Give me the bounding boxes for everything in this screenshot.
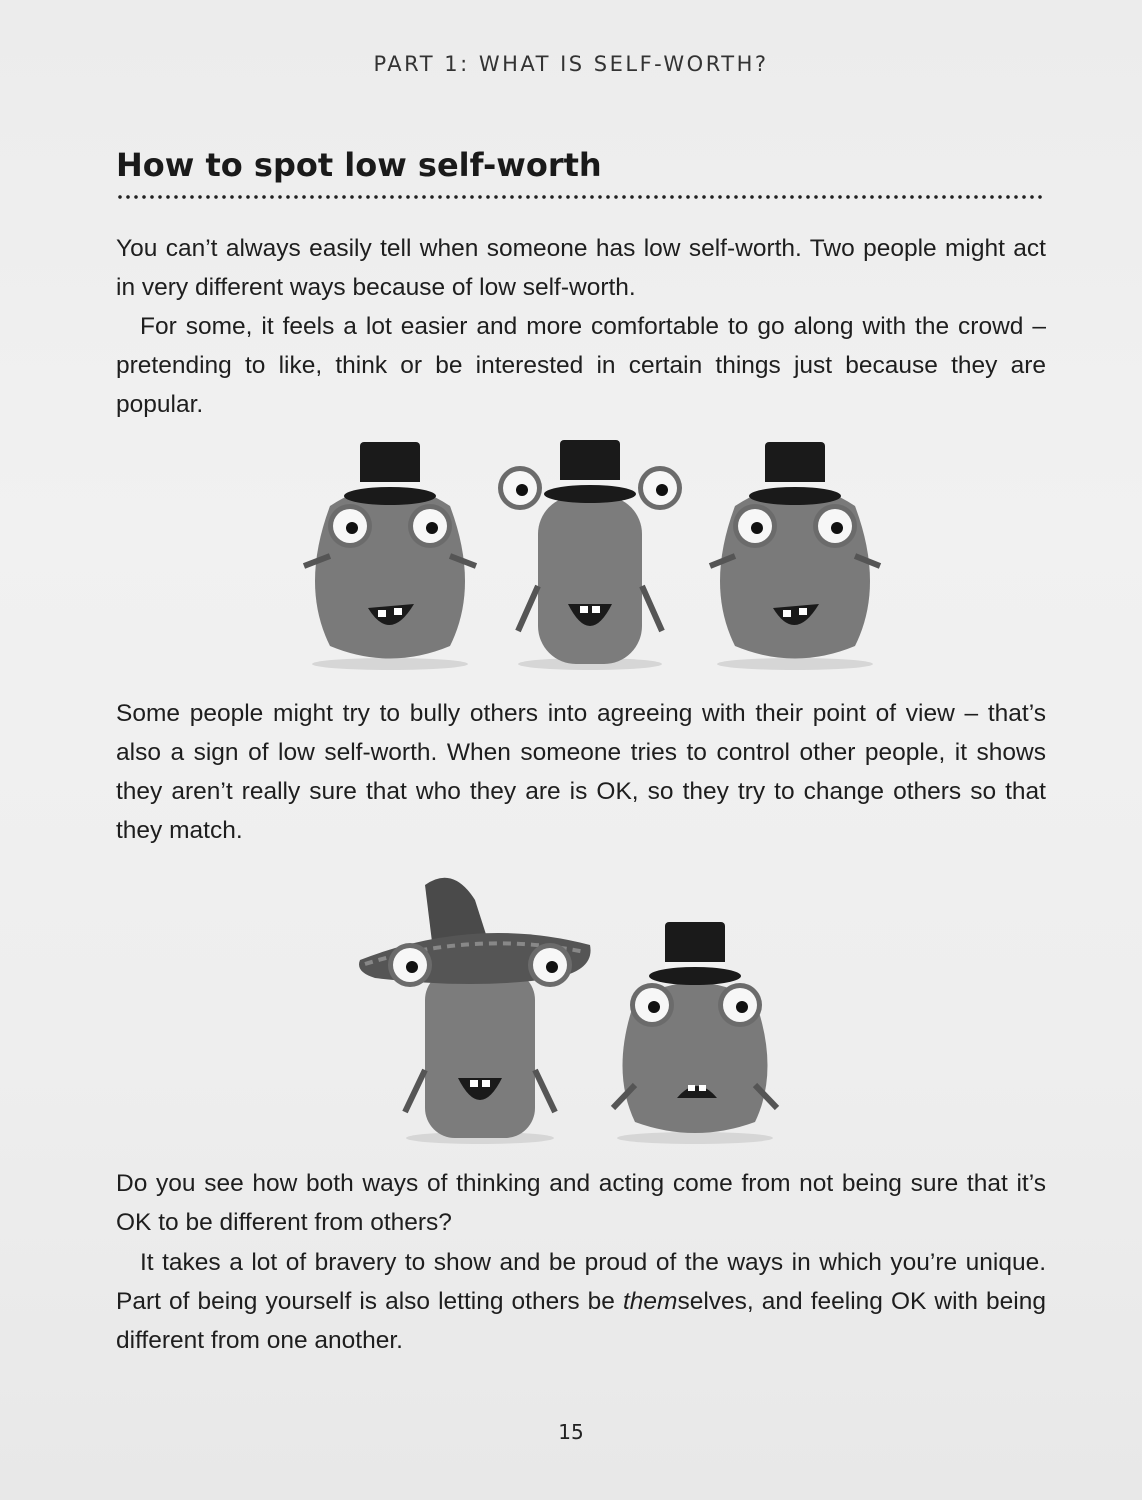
round-monster-left [304,442,476,670]
page-number: 15 [558,1420,584,1444]
paragraph-bravery [116,1243,1046,1360]
paragraph-bully: Some people might try to bully others into agreeing with their point of view – that’s also a sign of low self-worth. When someone tries to control other people, it shows they aren’t really sure that who they are is OK, so they try to change others so that they match. [116,700,1046,844]
running-head: PART 1: WHAT IS SELF-WORTH? [373,52,769,76]
sombrero-and-top-hat-monsters-illustration [355,860,800,1145]
section-heading: How to spot low self-worth [116,146,602,184]
tall-monster-middle [498,440,682,670]
bravery-text-part2: selves, and feeling OK with being different from one another. [116,1288,1047,1354]
bravery-text-part1: It takes a lot of bravery to show and be proud of the ways in which you’re unique. Part of being yourself is also letting others be [116,1249,1046,1315]
sombrero-monster [359,878,591,1144]
emphasis-them: them [623,1288,678,1315]
paragraph-intro: You can’t always easily tell when someone has low self-worth. Two people might act in very different ways because of low self-worth. [116,235,1046,301]
paragraph-crowd: For some, it feels a lot easier and more comfortable to go along with the crowd – pretending to like, think or be interested in certain things just because they are popular. [116,313,1046,418]
round-monster-right [710,442,880,670]
three-top-hat-monsters-illustration [290,436,900,672]
dotted-divider [116,193,1046,201]
worried-top-hat-monster [613,922,777,1144]
paragraph-both-ways: Do you see how both ways of thinking and acting come from not being sure that it’s OK to be different from others? [116,1170,1046,1236]
